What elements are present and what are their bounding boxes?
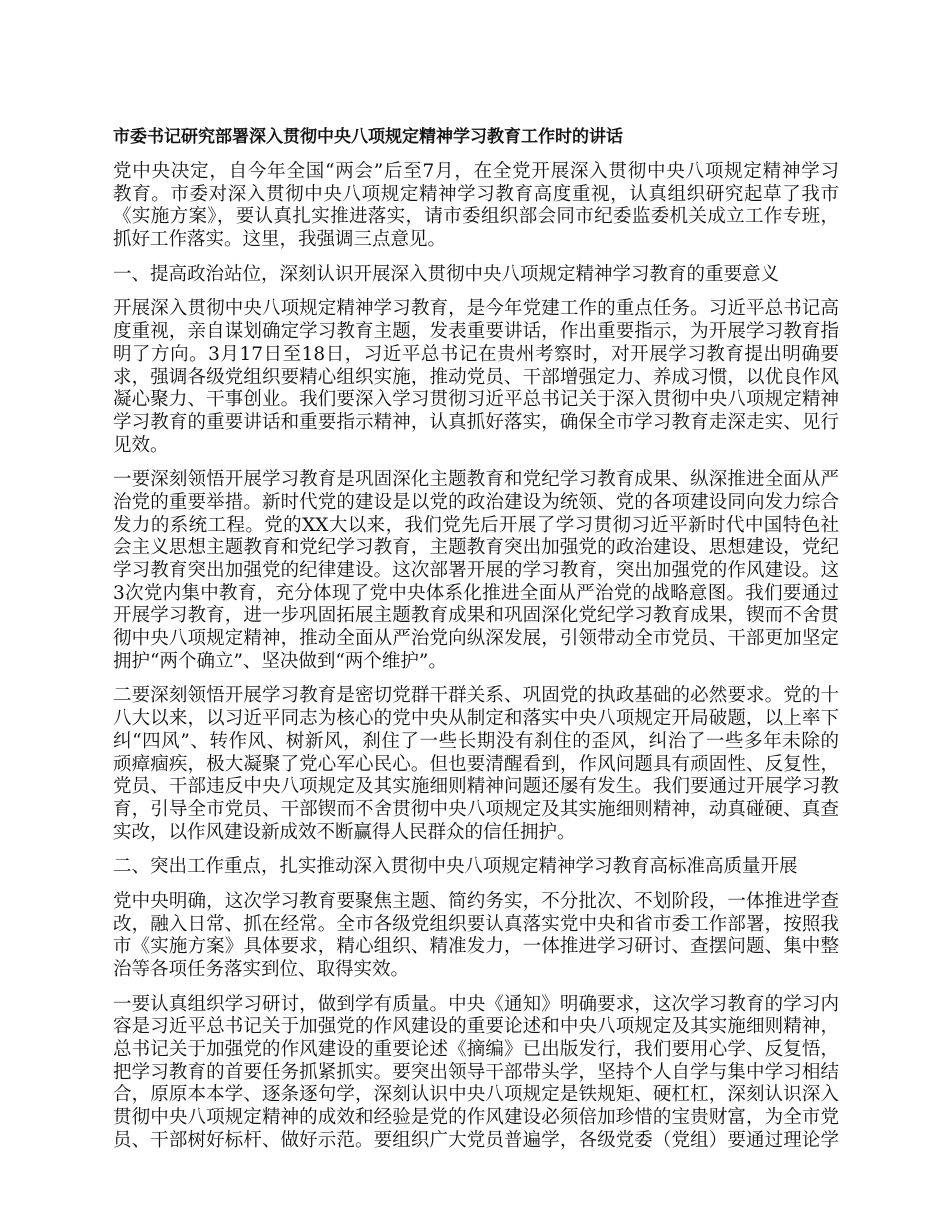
text-line: 拥护“两个确立”、坚决做到“两个维护”。 — [113, 650, 447, 672]
text-line: 实改，以作风建设新成效不断赢得人民群众的信任拥护。 — [113, 821, 576, 843]
text-line: 彻中央八项规定精神，推动全面从严治党向纵深发展，引领带动全市党员、干部更加坚定 — [113, 628, 839, 650]
text-line: 改，融入日常、抓在经常。全市各级党组织要认真落实党中央和省市委工作部署，按照我 — [113, 913, 839, 935]
text-line: 把学习教育的首要任务抓紧抓实。要突出领导干部带头学，坚持个人自学与集中学习相结 — [113, 1061, 839, 1083]
text-line: 党中央明确，这次学习教育要聚焦主题、简约务实，不分批次、不划阶段，一体推进学查 — [113, 890, 839, 912]
text-line: 党员、干部违反中央八项规定及其实施细则精神问题还屡有发生。我们要通过开展学习教 — [113, 776, 839, 798]
text-line: 开展深入贯彻中央八项规定精神学习教育，是今年党建工作的重点任务。习近平总书记高 — [113, 298, 839, 320]
text-line: 抓好工作落实。这里，我强调三点意见。 — [113, 229, 447, 251]
text-line: 一要认真组织学习研讨，做到学有质量。中央《通知》明确要求，这次学习教育的学习内 — [113, 993, 839, 1015]
document-page — [113, 126, 839, 1165]
text-line: 学习教育突出加强党的纪律建设。这次部署开展的学习教育，突出加强党的作风建设。这 — [113, 560, 839, 581]
document-body — [113, 161, 839, 1153]
text-line: 纠“四风”、转作风、树新风，刹住了一些长期没有刹住的歪风，纠治了一些多年未除的 — [113, 730, 839, 752]
section-heading — [113, 856, 839, 879]
paragraph — [113, 161, 839, 252]
text-line: 发力的系统工程。党的XX大以来，我们党先后开展了学习贯彻习近平新时代中国特色社 — [113, 514, 839, 536]
text-line: 二要深刻领悟开展学习教育是密切党群干群关系、巩固党的执政基础的必然要求。党的十 — [113, 685, 839, 707]
text-line: 员、干部树好标杆、做好示范。要组织广大党员普遍学，各级党委（党组）要通过理论学 — [113, 1129, 839, 1151]
text-line: 明了方向。3月17日至18日，习近平总书记在贵州考察时，对开展学习教育提出明确要 — [113, 343, 839, 365]
text-line: 求，强调各级党组织要精心组织实施，推动党员、干部增强定力、养成习惯，以优良作风 — [113, 366, 839, 388]
paragraph — [113, 994, 839, 1153]
text-line: 顽瘴痼疾，极大凝聚了党心军心民心。但也要清醒看到，作风问题具有顽固性、反复性， — [113, 753, 839, 775]
text-line: 见效。 — [113, 434, 169, 456]
text-line: 合，原原本本学、逐条逐句学，深刻认识中央八项规定是铁规矩、硬杠杠，深刻认识深入 — [113, 1084, 839, 1106]
text-line: 开展学习教育，进一步巩固拓展主题教育成果和巩固深化党纪学习教育成果，锲而不舍贯 — [113, 605, 839, 627]
text-line: 一、提高政治站位，深刻认识开展深入贯彻中央八项规定精神学习教育的重要意义 — [113, 263, 780, 285]
paragraph — [113, 891, 839, 982]
text-line: 教育。市委对深入贯彻中央八项规定精神学习教育高度重视，认真组织研究起草了我市 — [113, 183, 839, 205]
text-line: 党中央决定，自今年全国“两会”后至7月，在全党开展深入贯彻中央八项规定精神学习 — [113, 161, 839, 182]
text-line: 凝心聚力、干事创业。我们要深入学习贯彻习近平总书记关于深入贯彻中央八项规定精神 — [113, 389, 839, 411]
text-line: 育，引导全市党员、干部锲而不舍贯彻中央八项规定及其实施细则精神，动真碰硬、真查 — [113, 798, 839, 820]
text-line: 会主义思想主题教育和党纪学习教育，主题教育突出加强党的政治建设、思想建设，党纪 — [113, 537, 839, 559]
text-line: 贯彻中央八项规定精神的成效和经验是党的作风建设必须倍加珍惜的宝贵财富，为全市党 — [113, 1107, 839, 1129]
text-line: 3次党内集中教育，充分体现了党中央体系化推进全面从严治党的战略意图。我们要通过 — [113, 582, 839, 604]
text-line: 治党的重要举措。新时代党的建设是以党的政治建设为统领、党的各项建设同向发力综合 — [113, 491, 839, 513]
paragraph — [113, 298, 839, 457]
text-line: 度重视，亲自谋划确定学习教育主题，发表重要讲话，作出重要指示，为开展学习教育指 — [113, 321, 839, 343]
text-line: 《实施方案》，要认真扎实推进落实，请市委组织部会同市纪委监委机关成立工作专班， — [113, 206, 839, 228]
text-line: 治等各项任务落实到位、取得实效。 — [113, 959, 410, 980]
paragraph — [113, 685, 839, 844]
document-title: 市委书记研究部署深入贯彻中央八项规定精神学习教育工作时的讲话 — [113, 127, 623, 147]
text-line: 二、突出工作重点，扎实推动深入贯彻中央八项规定精神学习教育高标准高质量开展 — [113, 856, 798, 878]
text-line: 学习教育的重要讲话和重要指示精神，认真抓好落实，确保全市学习教育走深走实、见行 — [113, 411, 839, 433]
text-line: 市《实施方案》具体要求，精心组织、精准发力，一体推进学习研讨、查摆问题、集中整 — [113, 936, 839, 958]
paragraph — [113, 469, 839, 673]
text-line: 八大以来，以习近平同志为核心的党中央从制定和落实中央八项规定开局破题，以上率下 — [113, 708, 839, 730]
text-line: 一要深刻领悟开展学习教育是巩固深化主题教育和党纪学习教育成果、纵深推进全面从严 — [113, 469, 839, 491]
section-heading — [113, 264, 839, 287]
text-line: 总书记关于加强党的作风建设的重要论述《摘编》已出版发行，我们要用心学、反复悟， — [113, 1039, 839, 1061]
text-line: 容是习近平总书记关于加强党的作风建设的重要论述和中央八项规定及其实施细则精神， — [113, 1016, 839, 1038]
